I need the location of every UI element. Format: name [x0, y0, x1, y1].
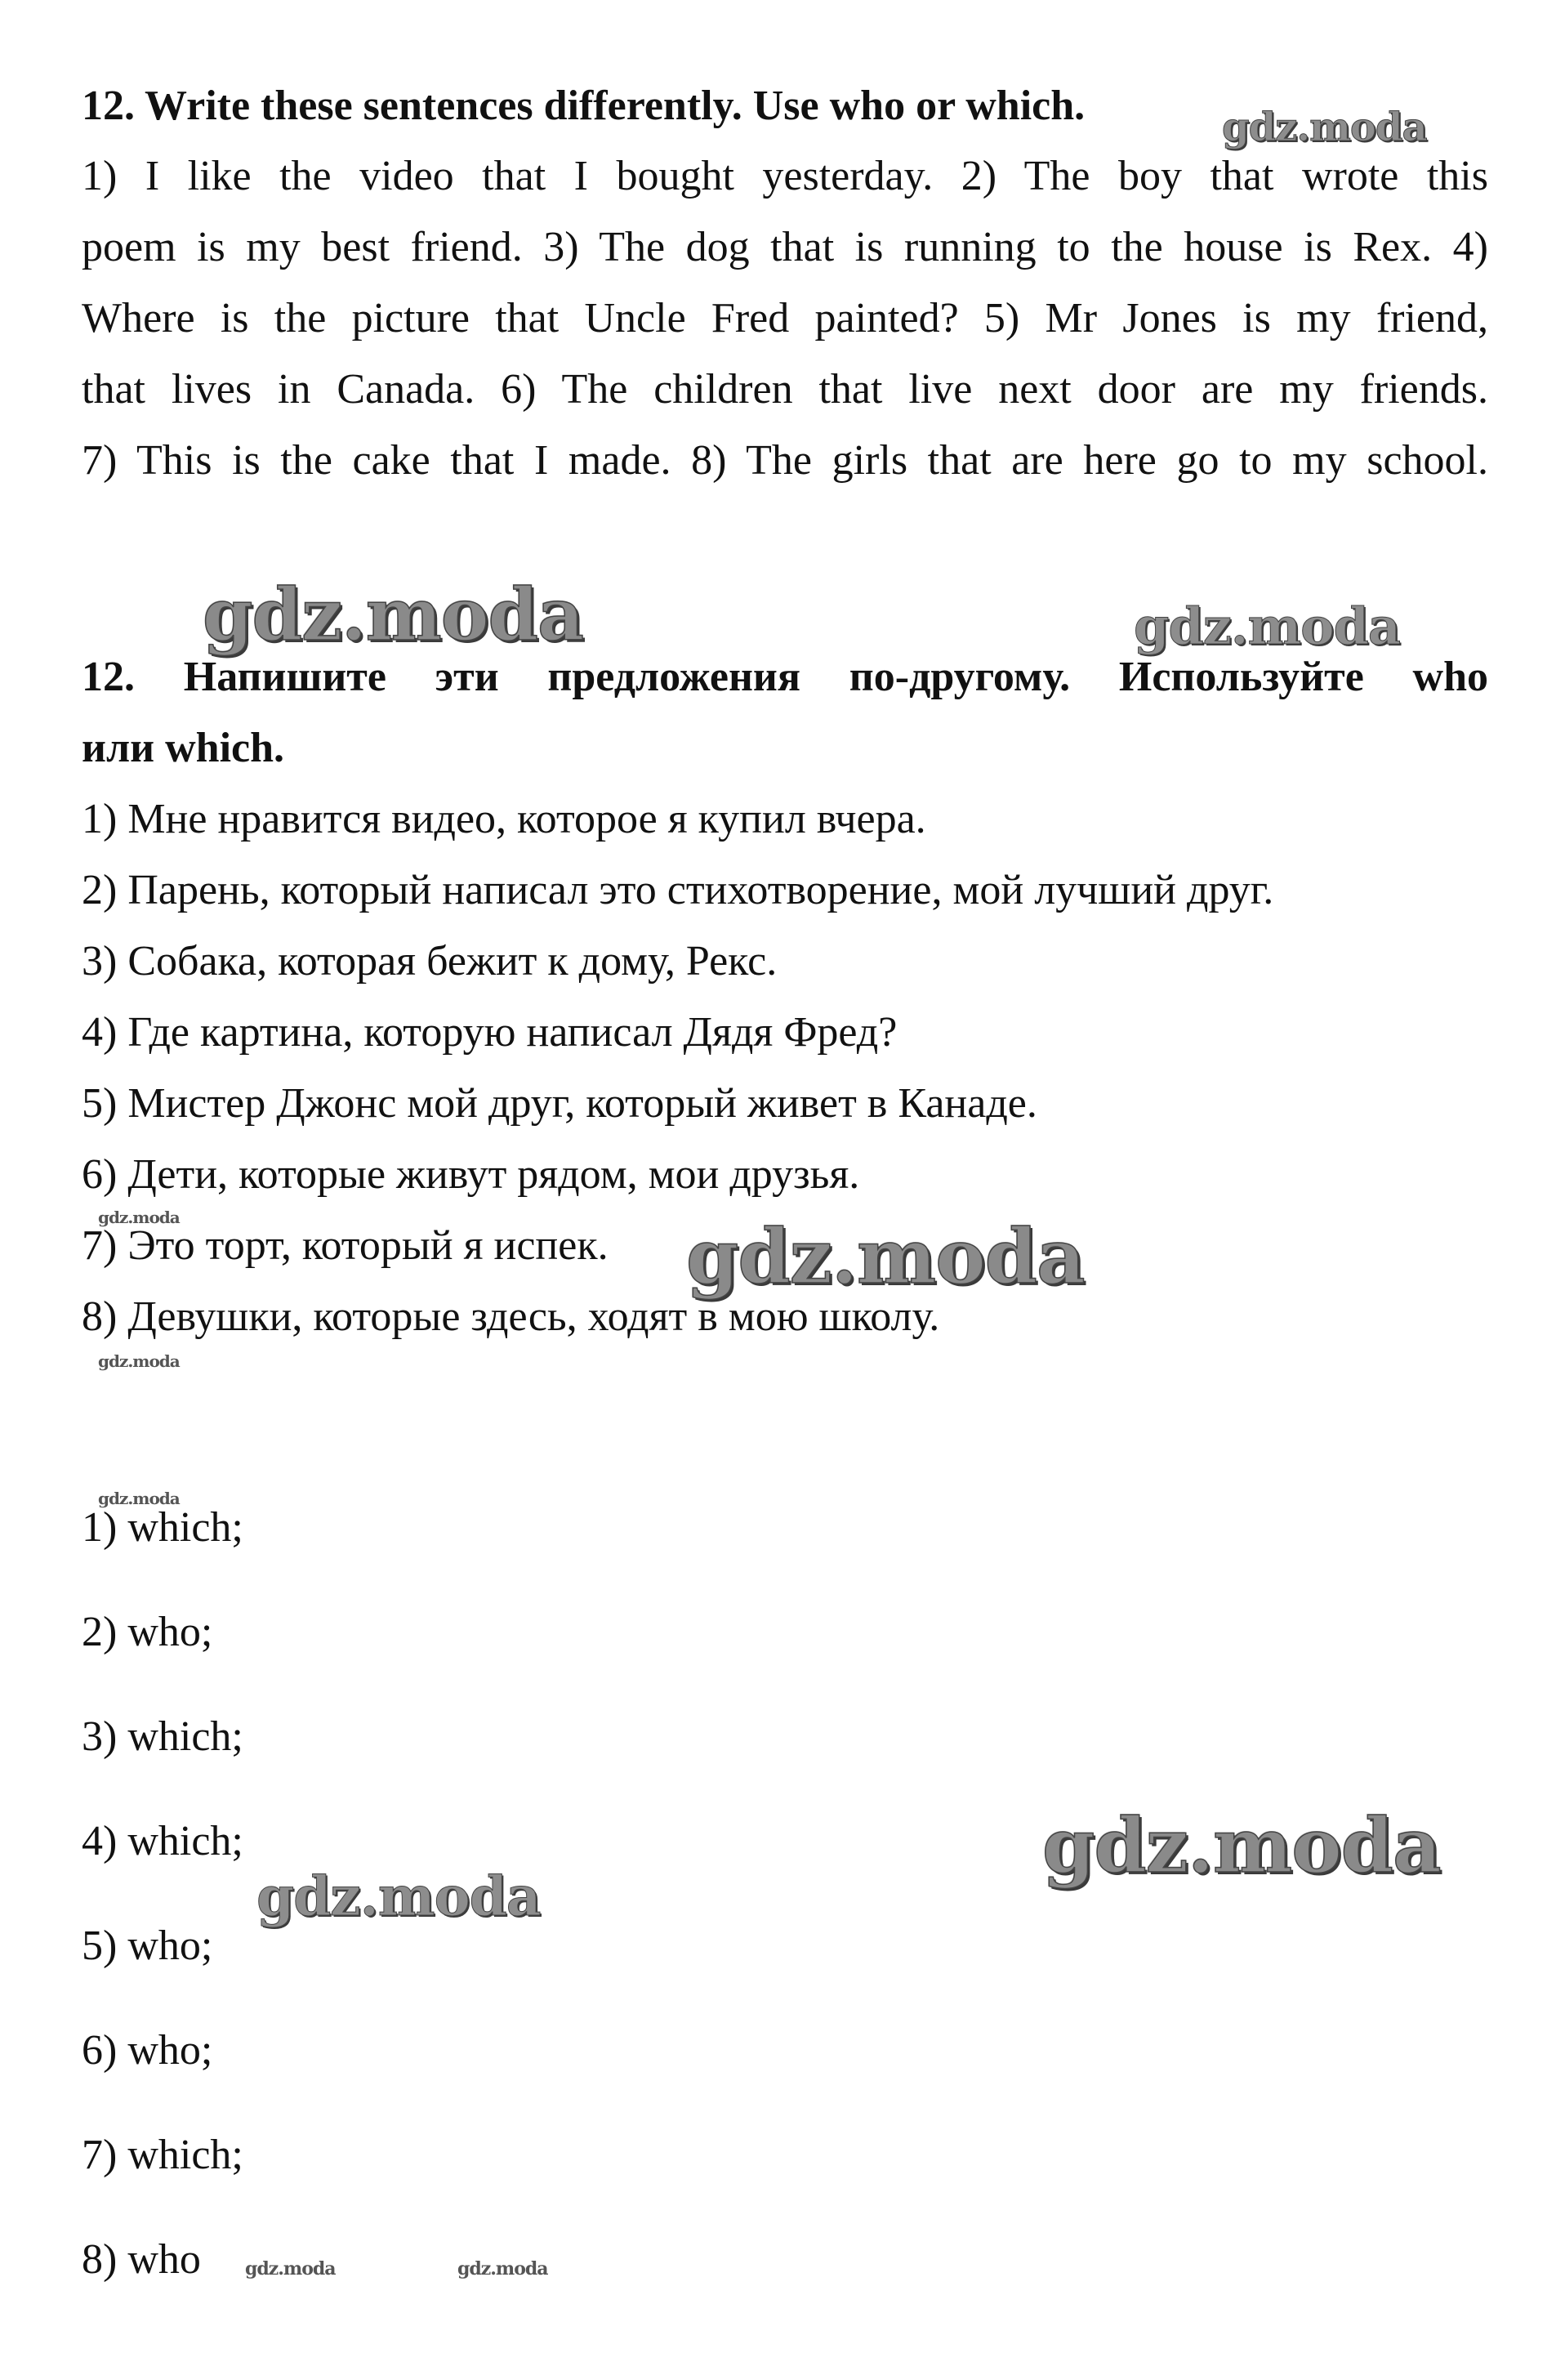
task-body-ru-line: 1) Мне нравится видео, которое я купил вчера. — [82, 796, 926, 842]
task-heading-ru-cont: или which. — [82, 725, 285, 771]
watermark: gdz.moda — [1042, 1802, 1441, 1890]
watermark: gdz.moda — [1134, 596, 1400, 656]
answer-item: 1) which; — [82, 1504, 243, 1551]
answer-item: 4) which; — [82, 1818, 243, 1864]
watermark: gdz.moda — [457, 2258, 548, 2280]
task-body-ru-line: 7) Это торт, который я испек. — [82, 1222, 609, 1269]
task-body-en-line: 1) I like the video that I bought yesterday. 2) The boy that wrote this — [82, 153, 1488, 199]
task-heading-ru: 12. Напишите эти предложения по-другому. Используйте who — [82, 654, 1488, 700]
watermark: gdz.moda — [686, 1212, 1085, 1301]
watermark: gdz.moda — [1222, 105, 1427, 150]
watermark: gdz.moda — [98, 1208, 180, 1227]
answer-item: 8) who — [82, 2236, 201, 2283]
task-body-en-line: that lives in Canada. 6) The children that live next door are my friends. — [82, 366, 1488, 413]
task-body-ru-line: 8) Девушки, которые здесь, ходят в мою школу. — [82, 1293, 940, 1340]
answer-item: 5) who; — [82, 1922, 213, 1969]
task-heading-en: 12. Write these sentences differently. Use who or which. — [82, 83, 1086, 129]
task-body-en-line: 7) This is the cake that I made. 8) The girls that are here go to my school. — [82, 437, 1488, 484]
task-body-ru-line: 3) Собака, которая бежит к дому, Рекс. — [82, 938, 778, 985]
answer-item: 7) which; — [82, 2132, 243, 2178]
watermark: gdz.moda — [203, 572, 584, 657]
task-body-ru-line: 6) Дети, которые живут рядом, мои друзья. — [82, 1151, 860, 1198]
task-body-ru-line: 4) Где картина, которую написал Дядя Фред? — [82, 1009, 898, 1056]
task-body-ru-line: 5) Мистер Джонс мой друг, который живет в Канаде. — [82, 1080, 1037, 1127]
watermark: gdz.moda — [245, 2258, 336, 2280]
answer-item: 2) who; — [82, 1609, 213, 1655]
watermark: gdz.moda — [256, 1864, 541, 1928]
task-body-en-line: poem is my best friend. 3) The dog that is running to the house is Rex. 4) — [82, 224, 1488, 270]
answer-item: 3) which; — [82, 1713, 243, 1760]
answer-item: 6) who; — [82, 2027, 213, 2074]
task-body-en-line: Where is the picture that Uncle Fred painted? 5) Mr Jones is my friend, — [82, 295, 1488, 342]
task-body-ru-line: 2) Парень, который написал это стихотворение, мой лучший друг. — [82, 867, 1274, 913]
watermark: gdz.moda — [98, 1489, 180, 1508]
watermark: gdz.moda — [98, 1351, 180, 1371]
